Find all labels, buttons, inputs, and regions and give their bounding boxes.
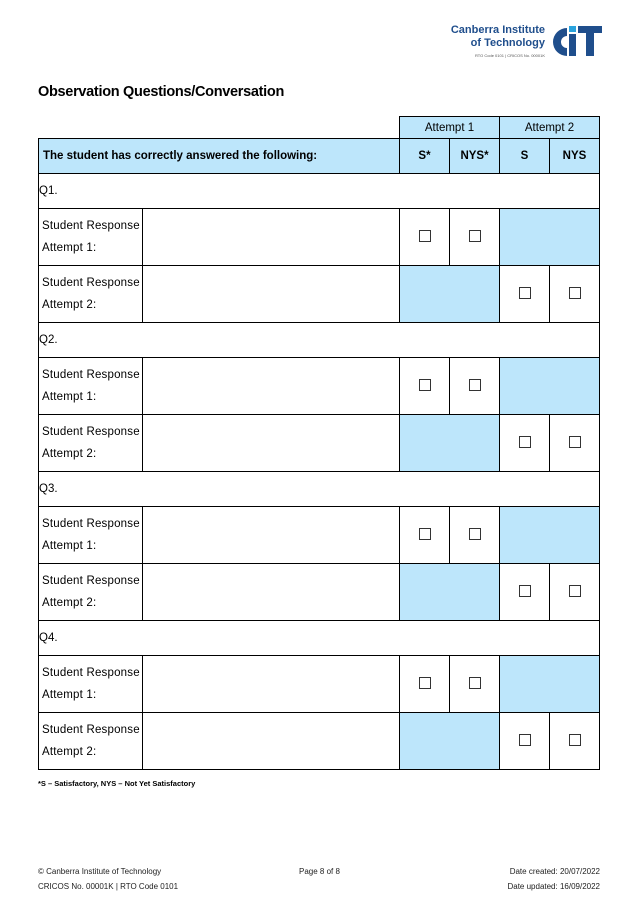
checkbox-s[interactable] (419, 379, 431, 391)
checkbox-s[interactable] (519, 585, 531, 597)
question-row (39, 174, 600, 209)
col-nys-attempt-2: NYS (550, 139, 600, 174)
checkbox-cell (450, 656, 500, 713)
response-label-line1: Student Response (42, 220, 140, 232)
response-label (39, 266, 143, 323)
attempt-header-row (39, 117, 600, 139)
response-label-line1: Student Response (42, 426, 140, 438)
shaded-cell (400, 415, 500, 472)
page-title: Observation Questions/Conversation (38, 84, 285, 100)
response-label-line1: Student Response (42, 667, 140, 679)
footnote: *S – Satisfactory, NYS – Not Yet Satisfactory (38, 779, 196, 788)
col-s-attempt-2: S (500, 139, 550, 174)
response-label-line1: Student Response (42, 724, 140, 736)
response-field[interactable] (143, 415, 400, 472)
question-row (39, 323, 600, 358)
checkbox-s[interactable] (519, 287, 531, 299)
checkbox-s[interactable] (519, 436, 531, 448)
response-row-attempt-1 (39, 358, 600, 415)
checkbox-nys[interactable] (469, 677, 481, 689)
response-field[interactable] (143, 656, 400, 713)
question-row (39, 621, 600, 656)
response-row-attempt-2 (39, 415, 600, 472)
cit-logo (448, 22, 603, 64)
question-row (39, 472, 600, 507)
checkbox-cell (550, 713, 600, 770)
checkbox-cell (550, 266, 600, 323)
response-field[interactable] (143, 507, 400, 564)
checkbox-cell (400, 209, 450, 266)
footer-copyright: © Canberra Institute of Technology (38, 867, 162, 876)
checkbox-nys[interactable] (569, 436, 581, 448)
attempt-1-header: Attempt 1 (400, 117, 500, 139)
logo-line-3: RTO Code 0101 | CRICOS No. 00001K (474, 53, 545, 58)
checkbox-nys[interactable] (469, 230, 481, 242)
response-field[interactable] (143, 358, 400, 415)
shaded-cell (400, 266, 500, 323)
checkbox-cell (400, 656, 450, 713)
checkbox-nys[interactable] (569, 287, 581, 299)
checkbox-cell (500, 564, 550, 621)
logo-line-1: Canberra Institute (450, 24, 545, 36)
checkbox-nys[interactable] (569, 734, 581, 746)
response-label-attempt: Attempt 1: (42, 689, 97, 701)
footer-left (38, 864, 178, 894)
shaded-cell (500, 358, 600, 415)
response-field[interactable] (143, 713, 400, 770)
response-label (39, 564, 143, 621)
checkbox-cell (500, 266, 550, 323)
response-field[interactable] (143, 266, 400, 323)
response-row-attempt-1 (39, 656, 600, 713)
checkbox-nys[interactable] (569, 585, 581, 597)
checkbox-cell (400, 507, 450, 564)
response-label (39, 656, 143, 713)
response-label-attempt: Attempt 2: (42, 597, 97, 609)
checkbox-cell (500, 415, 550, 472)
response-label-attempt: Attempt 2: (42, 299, 97, 311)
footer-page-number: Page 8 of 8 (299, 867, 340, 876)
checkbox-cell (550, 564, 600, 621)
empty-corner-cell (39, 117, 400, 139)
response-label-attempt: Attempt 2: (42, 746, 97, 758)
logo-line-2: of Technology (470, 37, 545, 49)
checkbox-s[interactable] (419, 230, 431, 242)
footer-date-created: Date created: 20/07/2022 (509, 867, 600, 876)
checkbox-s[interactable] (419, 677, 431, 689)
checkbox-cell (500, 713, 550, 770)
checkbox-cell (400, 358, 450, 415)
col-s-attempt-1: S* (400, 139, 450, 174)
checkbox-cell (550, 415, 600, 472)
shaded-cell (400, 564, 500, 621)
question-label: Q3. (39, 472, 600, 507)
response-label (39, 415, 143, 472)
response-label (39, 358, 143, 415)
response-label-line1: Student Response (42, 518, 140, 530)
shaded-cell (500, 209, 600, 266)
criteria-header: The student has correctly answered the following: (39, 139, 400, 174)
checkbox-nys[interactable] (469, 379, 481, 391)
checkbox-cell (450, 209, 500, 266)
cit-logo-mark-icon (549, 24, 603, 60)
response-row-attempt-2 (39, 564, 600, 621)
question-label: Q4. (39, 621, 600, 656)
attempt-2-header: Attempt 2 (500, 117, 600, 139)
response-label (39, 209, 143, 266)
question-label: Q1. (39, 174, 600, 209)
shaded-cell (500, 656, 600, 713)
checkbox-s[interactable] (519, 734, 531, 746)
response-field[interactable] (143, 209, 400, 266)
footer-cricos: CRICOS No. 00001K | RTO Code 0101 (38, 882, 179, 891)
response-label (39, 713, 143, 770)
shaded-cell (400, 713, 500, 770)
footer-date-updated: Date updated: 16/09/2022 (507, 882, 600, 891)
response-row-attempt-1 (39, 507, 600, 564)
response-row-attempt-2 (39, 713, 600, 770)
checkbox-cell (450, 507, 500, 564)
response-row-attempt-2 (39, 266, 600, 323)
response-label (39, 507, 143, 564)
observation-table (38, 116, 600, 770)
response-field[interactable] (143, 564, 400, 621)
checkbox-cell (450, 358, 500, 415)
response-label-attempt: Attempt 1: (42, 391, 97, 403)
response-label-line1: Student Response (42, 575, 140, 587)
col-nys-attempt-1: NYS* (450, 139, 500, 174)
footer-right (507, 864, 600, 894)
response-label-attempt: Attempt 2: (42, 448, 97, 460)
response-label-attempt: Attempt 1: (42, 540, 97, 552)
checkbox-s[interactable] (419, 528, 431, 540)
shaded-cell (500, 507, 600, 564)
response-label-line1: Student Response (42, 369, 140, 381)
checkbox-nys[interactable] (469, 528, 481, 540)
response-label-line1: Student Response (42, 277, 140, 289)
column-header-row (39, 139, 600, 174)
question-label: Q2. (39, 323, 600, 358)
response-row-attempt-1 (39, 209, 600, 266)
response-label-attempt: Attempt 1: (42, 242, 97, 254)
